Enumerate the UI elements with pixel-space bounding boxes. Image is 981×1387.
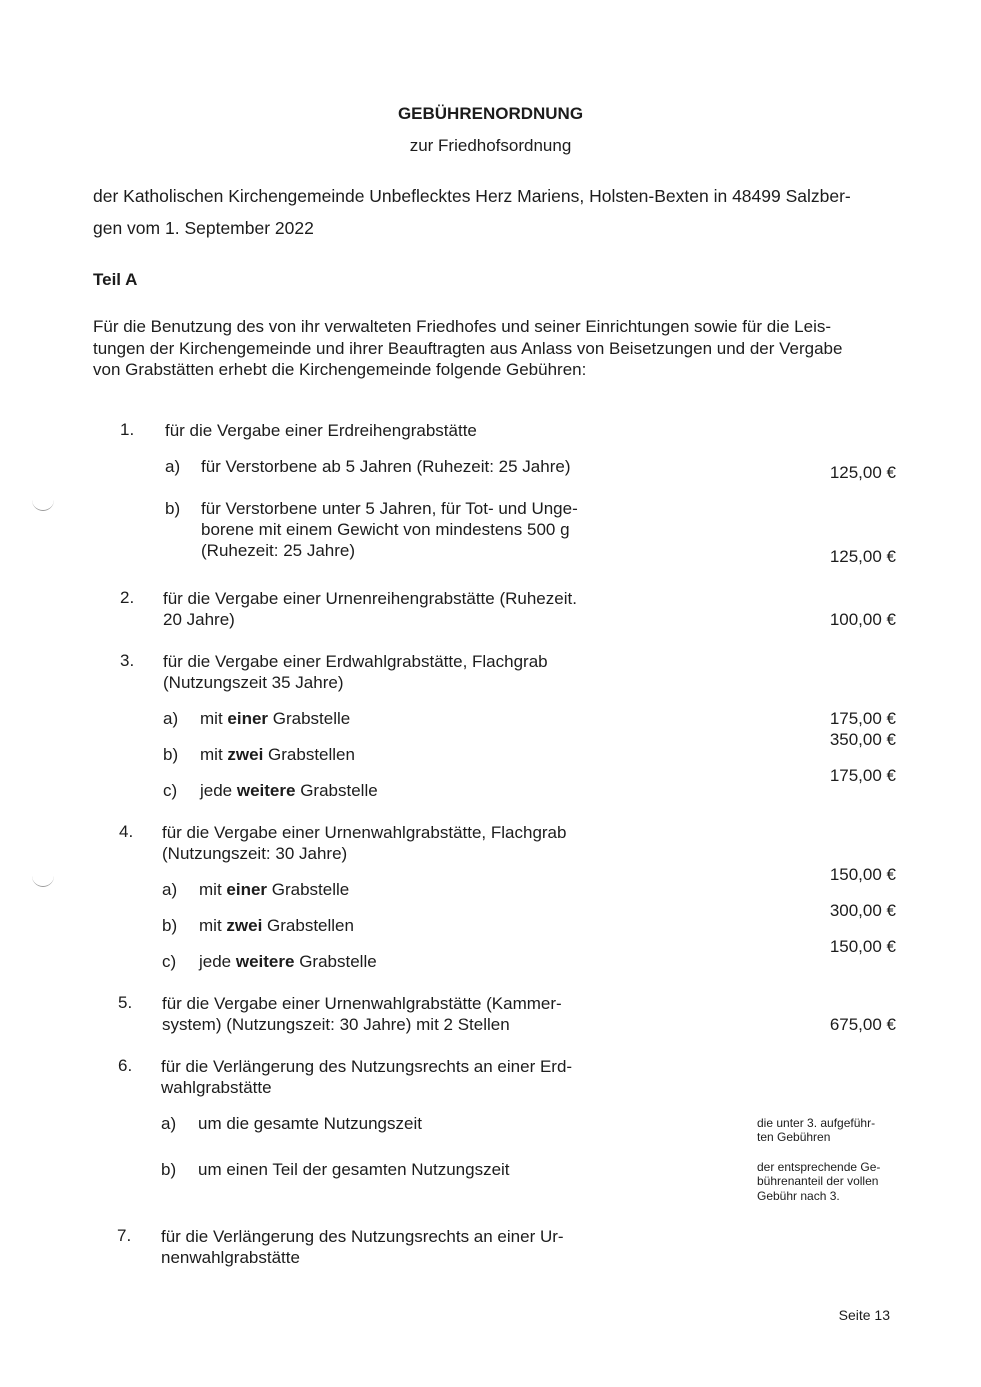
item-6-number: 6.	[118, 1056, 133, 1075]
item-1a-price: 125,00 €	[829, 463, 896, 482]
item-4c-text: jede weitere Grabstelle	[199, 952, 377, 971]
item-1b-line-3: (Ruhezeit: 25 Jahre)	[201, 541, 356, 560]
item-1a-text: für Verstorbene ab 5 Jahren (Ruhezeit: 25 Jahre)	[201, 457, 571, 476]
item-1a-label: a)	[165, 457, 181, 476]
item-2-line-2: 20 Jahre)	[163, 610, 235, 629]
paragraph-line-1: Für die Benutzung des von ihr verwalteten Friedhofes und seiner Einrichtungen sowie für die Leis-	[93, 317, 832, 336]
item-6b-note-line-3: Gebühr nach 3.	[757, 1189, 840, 1203]
item-6b-note-line-1: der entsprechende Ge-	[757, 1160, 881, 1174]
item-4b-price: 300,00 €	[829, 901, 896, 920]
item-2-number: 2.	[120, 588, 135, 607]
item-1-number: 1.	[120, 420, 135, 439]
item-6b-text: um einen Teil der gesamten Nutzungszeit	[198, 1160, 510, 1179]
item-4-line-2: (Nutzungszeit: 30 Jahre)	[162, 844, 348, 863]
item-1-text: für die Vergabe einer Erdreihengrabstätte	[165, 421, 477, 440]
item-4b-text: mit zwei Grabstellen	[199, 916, 354, 935]
item-1b-price: 125,00 €	[829, 547, 896, 566]
item-7-number: 7.	[117, 1226, 132, 1245]
item-6a-note-line-2: ten Gebühren	[757, 1130, 831, 1144]
item-5-number: 5.	[118, 993, 133, 1012]
item-2-line-1: für die Vergabe einer Urnenreihengrabstätte (Ruhezeit.	[163, 589, 577, 608]
item-6a-note-line-1: die unter 3. aufgeführ-	[757, 1116, 876, 1130]
item-3c-price: 175,00 €	[829, 766, 896, 785]
document-title: GEBÜHRENORDNUNG	[397, 104, 584, 123]
item-6b-note-line-2: bührenanteil der vollen	[757, 1174, 879, 1188]
paragraph-line-3: von Grabstätten erhebt die Kirchengemeinde folgende Gebühren:	[93, 360, 587, 379]
document-subtitle: zur Friedhofsordnung	[409, 136, 572, 155]
item-6-line-2: wahlgrabstätte	[161, 1078, 272, 1097]
item-6b-label: b)	[161, 1160, 177, 1179]
item-3a-label: a)	[163, 709, 179, 728]
punch-hole-mark	[32, 876, 54, 887]
item-3c-label: c)	[163, 781, 178, 800]
paragraph-line-2: tungen der Kirchengemeinde und ihrer Beauftragten aus Anlass von Beisetzungen und der Vergabe	[93, 339, 843, 358]
item-3c-text: jede weitere Grabstelle	[200, 781, 378, 800]
item-1b-line-1: für Verstorbene unter 5 Jahren, für Tot- und Unge-	[201, 499, 578, 518]
item-3a-price: 175,00 €	[829, 709, 896, 728]
item-4b-label: b)	[162, 916, 178, 935]
item-5-line-2: system) (Nutzungszeit: 30 Jahre) mit 2 Stellen	[162, 1015, 510, 1034]
item-3-number: 3.	[120, 651, 135, 670]
item-7-line-1: für die Verlängerung des Nutzungsrechts an einer Ur-	[161, 1227, 564, 1246]
section-heading: Teil A	[93, 270, 138, 289]
item-3-line-1: für die Vergabe einer Erdwahlgrabstätte, Flachgrab	[163, 652, 548, 671]
item-3b-label: b)	[163, 745, 179, 764]
item-3-line-2: (Nutzungszeit 35 Jahre)	[163, 673, 344, 692]
item-6-line-1: für die Verlängerung des Nutzungsrechts an einer Erd-	[161, 1057, 573, 1076]
item-5-line-1: für die Vergabe einer Urnenwahlgrabstätte (Kammer-	[162, 994, 562, 1013]
item-4c-label: c)	[162, 952, 177, 971]
item-3a-text: mit einer Grabstelle	[200, 709, 351, 728]
item-6a-text: um die gesamte Nutzungszeit	[198, 1114, 422, 1133]
intro-line-2: gen vom 1. September 2022	[93, 218, 314, 238]
item-4-number: 4.	[119, 822, 134, 841]
item-4a-text: mit einer Grabstelle	[199, 880, 350, 899]
item-7-line-2: nenwahlgrabstätte	[161, 1248, 300, 1267]
intro-line-1: der Katholischen Kirchengemeinde Unbeflecktes Herz Mariens, Holsten-Bexten in 48499 Salzber-	[93, 186, 851, 206]
item-3b-text: mit zwei Grabstellen	[200, 745, 355, 764]
item-6a-label: a)	[161, 1114, 177, 1133]
page-number: Seite 13	[838, 1307, 890, 1323]
item-3b-price: 350,00 €	[829, 730, 896, 749]
punch-hole-mark	[32, 500, 54, 511]
item-4a-price: 150,00 €	[829, 865, 896, 884]
item-5-price: 675,00 €	[829, 1015, 896, 1034]
item-4-line-1: für die Vergabe einer Urnenwahlgrabstätte, Flachgrab	[162, 823, 567, 842]
item-1b-line-2: borene mit einem Gewicht von mindestens 500 g	[201, 520, 570, 539]
item-2-price: 100,00 €	[829, 610, 896, 629]
item-4c-price: 150,00 €	[829, 937, 896, 956]
item-4a-label: a)	[162, 880, 178, 899]
item-1b-label: b)	[165, 499, 181, 518]
